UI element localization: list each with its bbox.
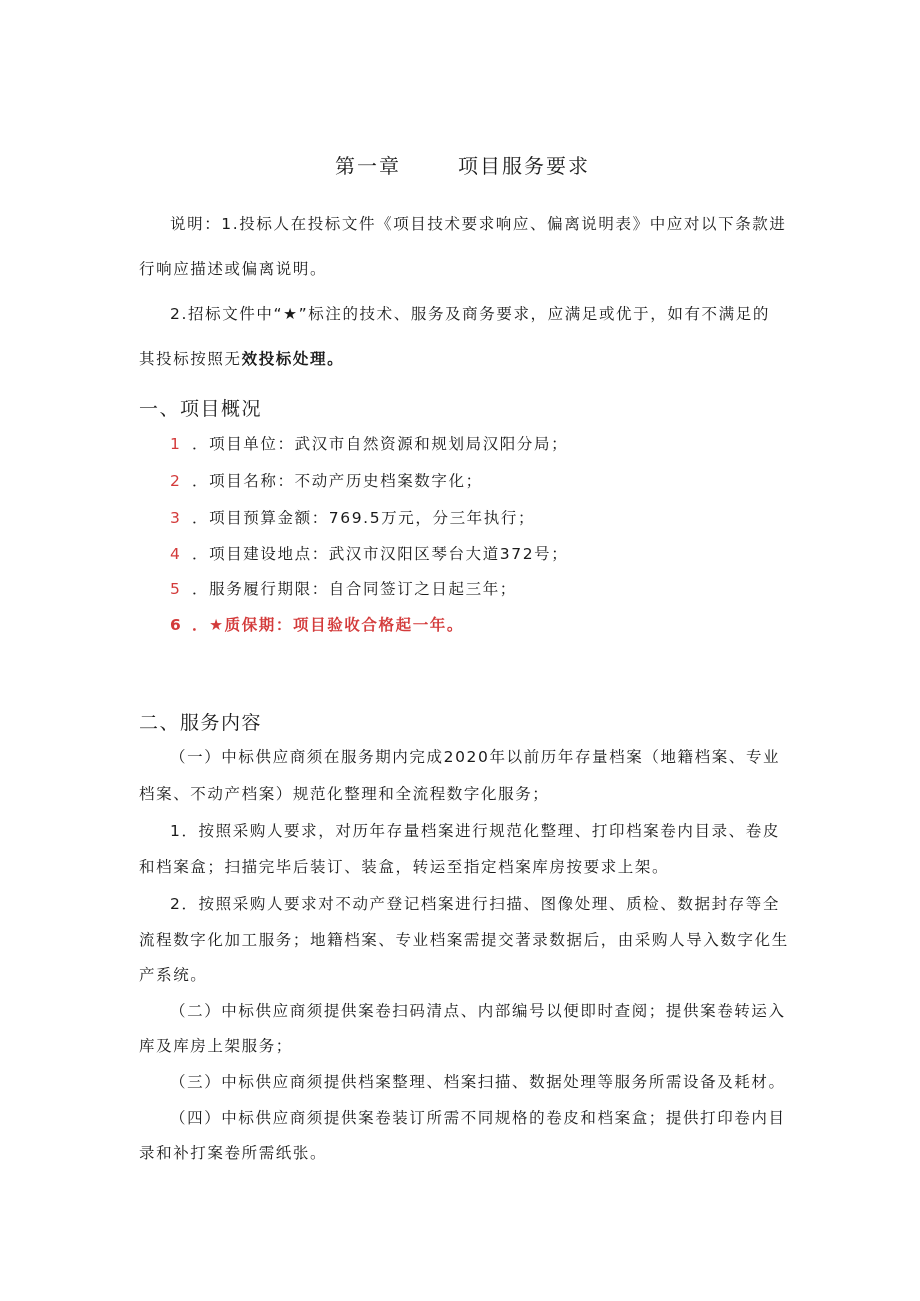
item-text: ．项目单位：武汉市自然资源和规划局汉阳分局； — [192, 435, 569, 453]
item-text: ．项目名称：不动产历史档案数字化； — [192, 472, 483, 490]
service-p2-line-2: 和档案盒；扫描完毕后装订、装盒，转运至指定档案库房按要求上架。 — [139, 858, 670, 876]
note-line-4-bold: 效投标处理。 — [241, 350, 345, 368]
service-p1-line-1: （一）中标供应商须在服务期内完成2020年以前历年存量档案（地籍档案、专业 — [170, 748, 781, 766]
note-line-3: 2.招标文件中“★”标注的技术、服务及商务要求，应满足或优于，如有不满足的 — [170, 305, 770, 323]
overview-item-4 — [170, 543, 568, 565]
overview-item-2 — [170, 470, 483, 492]
overview-item-6 — [170, 614, 464, 636]
service-p6-line-1: （四）中标供应商须提供案卷装订所需不同规格的卷皮和档案盒；提供打印卷内目 — [170, 1109, 786, 1127]
note-line-1: 说明：1.投标人在投标文件《项目技术要求响应、偏离说明表》中应对以下条款进 — [170, 215, 787, 233]
section-2-heading: 二、服务内容 — [139, 712, 263, 734]
item-number: 5 — [170, 580, 182, 598]
item-number: 2 — [170, 472, 182, 490]
item-text: ．项目预算金额：769.5万元，分三年执行； — [192, 509, 536, 527]
chapter-title: 项目服务要求 — [458, 154, 590, 178]
service-p4-line-2: 库及库房上架服务； — [139, 1037, 293, 1055]
service-p2-line-1: 1．按照采购人要求，对历年存量档案进行规范化整理、打印档案卷内目录、卷皮 — [170, 822, 780, 840]
item-text: ．项目建设地点：武汉市汉阳区琴台大道372号； — [192, 545, 569, 563]
item-number: 4 — [170, 545, 182, 563]
service-p3-line-3: 产系统。 — [139, 966, 208, 984]
note-line-4-normal: 其投标按照无 — [139, 350, 242, 368]
overview-item-5 — [170, 578, 517, 600]
service-p1-line-2: 档案、不动产档案）规范化整理和全流程数字化服务； — [139, 785, 550, 803]
service-p4-line-1: （二）中标供应商须提供案卷扫码清点、内部编号以便即时查阅；提供案卷转运入 — [170, 1002, 786, 1020]
item-text: ．★质保期：项目验收合格起一年。 — [192, 616, 464, 634]
service-p6-line-2: 录和补打案卷所需纸张。 — [139, 1144, 328, 1162]
section-1-heading: 一、项目概况 — [139, 398, 263, 420]
note-line-4 — [139, 348, 344, 370]
overview-item-1 — [170, 433, 568, 455]
chapter-number: 第一章 — [335, 154, 401, 178]
item-number: 1 — [170, 435, 182, 453]
service-p3-line-1: 2．按照采购人要求对不动产登记档案进行扫描、图像处理、质检、数据封存等全 — [170, 895, 780, 913]
overview-item-3 — [170, 507, 535, 529]
item-number: 3 — [170, 509, 182, 527]
note-line-2: 行响应描述或偏离说明。 — [139, 260, 328, 278]
service-p5-line-1: （三）中标供应商须提供档案整理、档案扫描、数据处理等服务所需设备及耗材。 — [170, 1073, 786, 1091]
item-number: 6 — [170, 616, 183, 634]
service-p3-line-2: 流程数字化加工服务；地籍档案、专业档案需提交著录数据后，由采购人导入数字化生 — [139, 931, 789, 949]
item-text: ．服务履行期限：自合同签订之日起三年； — [192, 580, 517, 598]
